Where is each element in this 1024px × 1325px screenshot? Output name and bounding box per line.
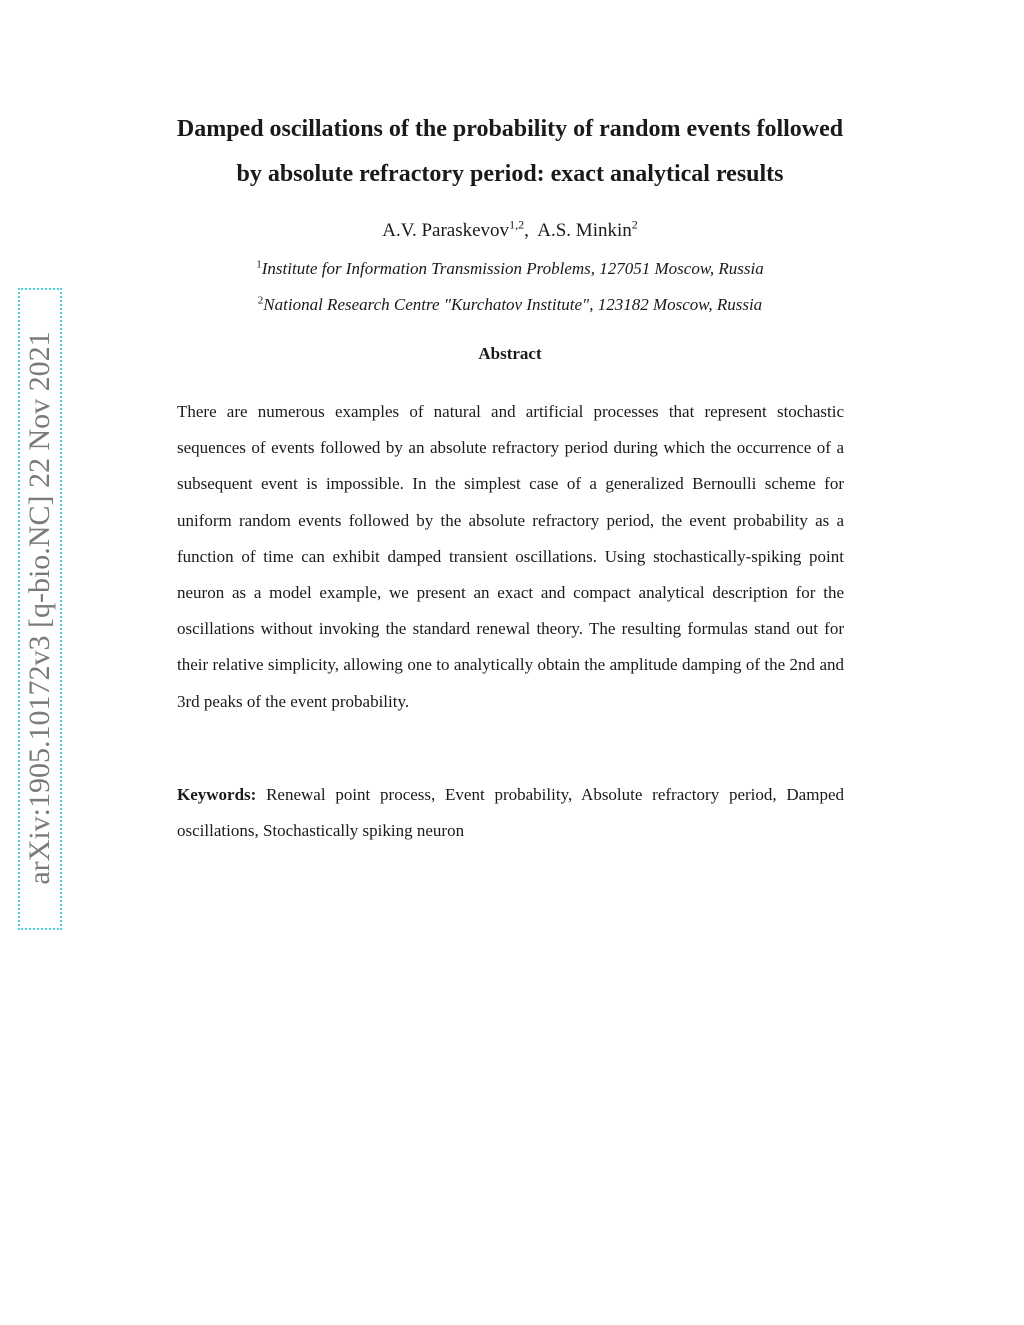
keywords-text: Renewal point process, Event probability, Absolute refractory period, Damped oscillations, Stochastically spiking neuron xyxy=(177,785,844,841)
affiliation-mark: 1 xyxy=(256,258,262,271)
paper-title xyxy=(120,107,900,197)
abstract-text: There are numerous examples of natural and artificial processes that represent stochastic sequences of events followed by an absolute refractory period during which the occurrence of a subsequent event is impossible. In the simplest case of a generalized Bernoulli scheme for uniform random events followed by the absolute refractory period, the event probability as a function of time can exhibit damped transient oscillations. Using stochastically-spiking point neuron as a model example, we present an exact and compact analytical description for the oscillations without invoking the standard renewal theory. The resulting formulas stand out for their relative simplicity, allowing one to analytically obtain the amplitude damping of the 2nd and 3rd peaks of the event probability. xyxy=(177,402,844,711)
affiliation-2 xyxy=(120,294,900,316)
author-affil-mark: 1,2 xyxy=(509,217,525,232)
author-name: A.V. Paraskevov xyxy=(382,220,510,241)
arxiv-stamp: arXiv:1905.10172v3 [q-bio.NC] 22 Nov 2021 xyxy=(23,331,56,885)
affiliation-mark: 2 xyxy=(257,294,264,307)
abstract-heading: Abstract xyxy=(478,344,542,363)
author-name: A.S. Minkin xyxy=(537,220,632,241)
author-list: A.V. Paraskevov$^{1,2}$, A.S. Minkin$^2$ xyxy=(382,217,638,241)
affiliation-1 xyxy=(120,258,900,280)
affiliation-text: National Research Centre "Kurchatov Institute", 123182 Moscow, Russia xyxy=(263,295,763,314)
keywords-label: Keywords: xyxy=(177,785,257,804)
affiliation-text: Institute for Information Transmission Problems, 127051 Moscow, Russia xyxy=(261,259,764,278)
author-affil-mark: 2 xyxy=(631,217,638,232)
title-line-2: by absolute refractory period: exact analytical results xyxy=(236,161,784,187)
keywords xyxy=(177,777,844,849)
title-line-1: Damped oscillations of the probability of random events followed xyxy=(176,116,844,142)
